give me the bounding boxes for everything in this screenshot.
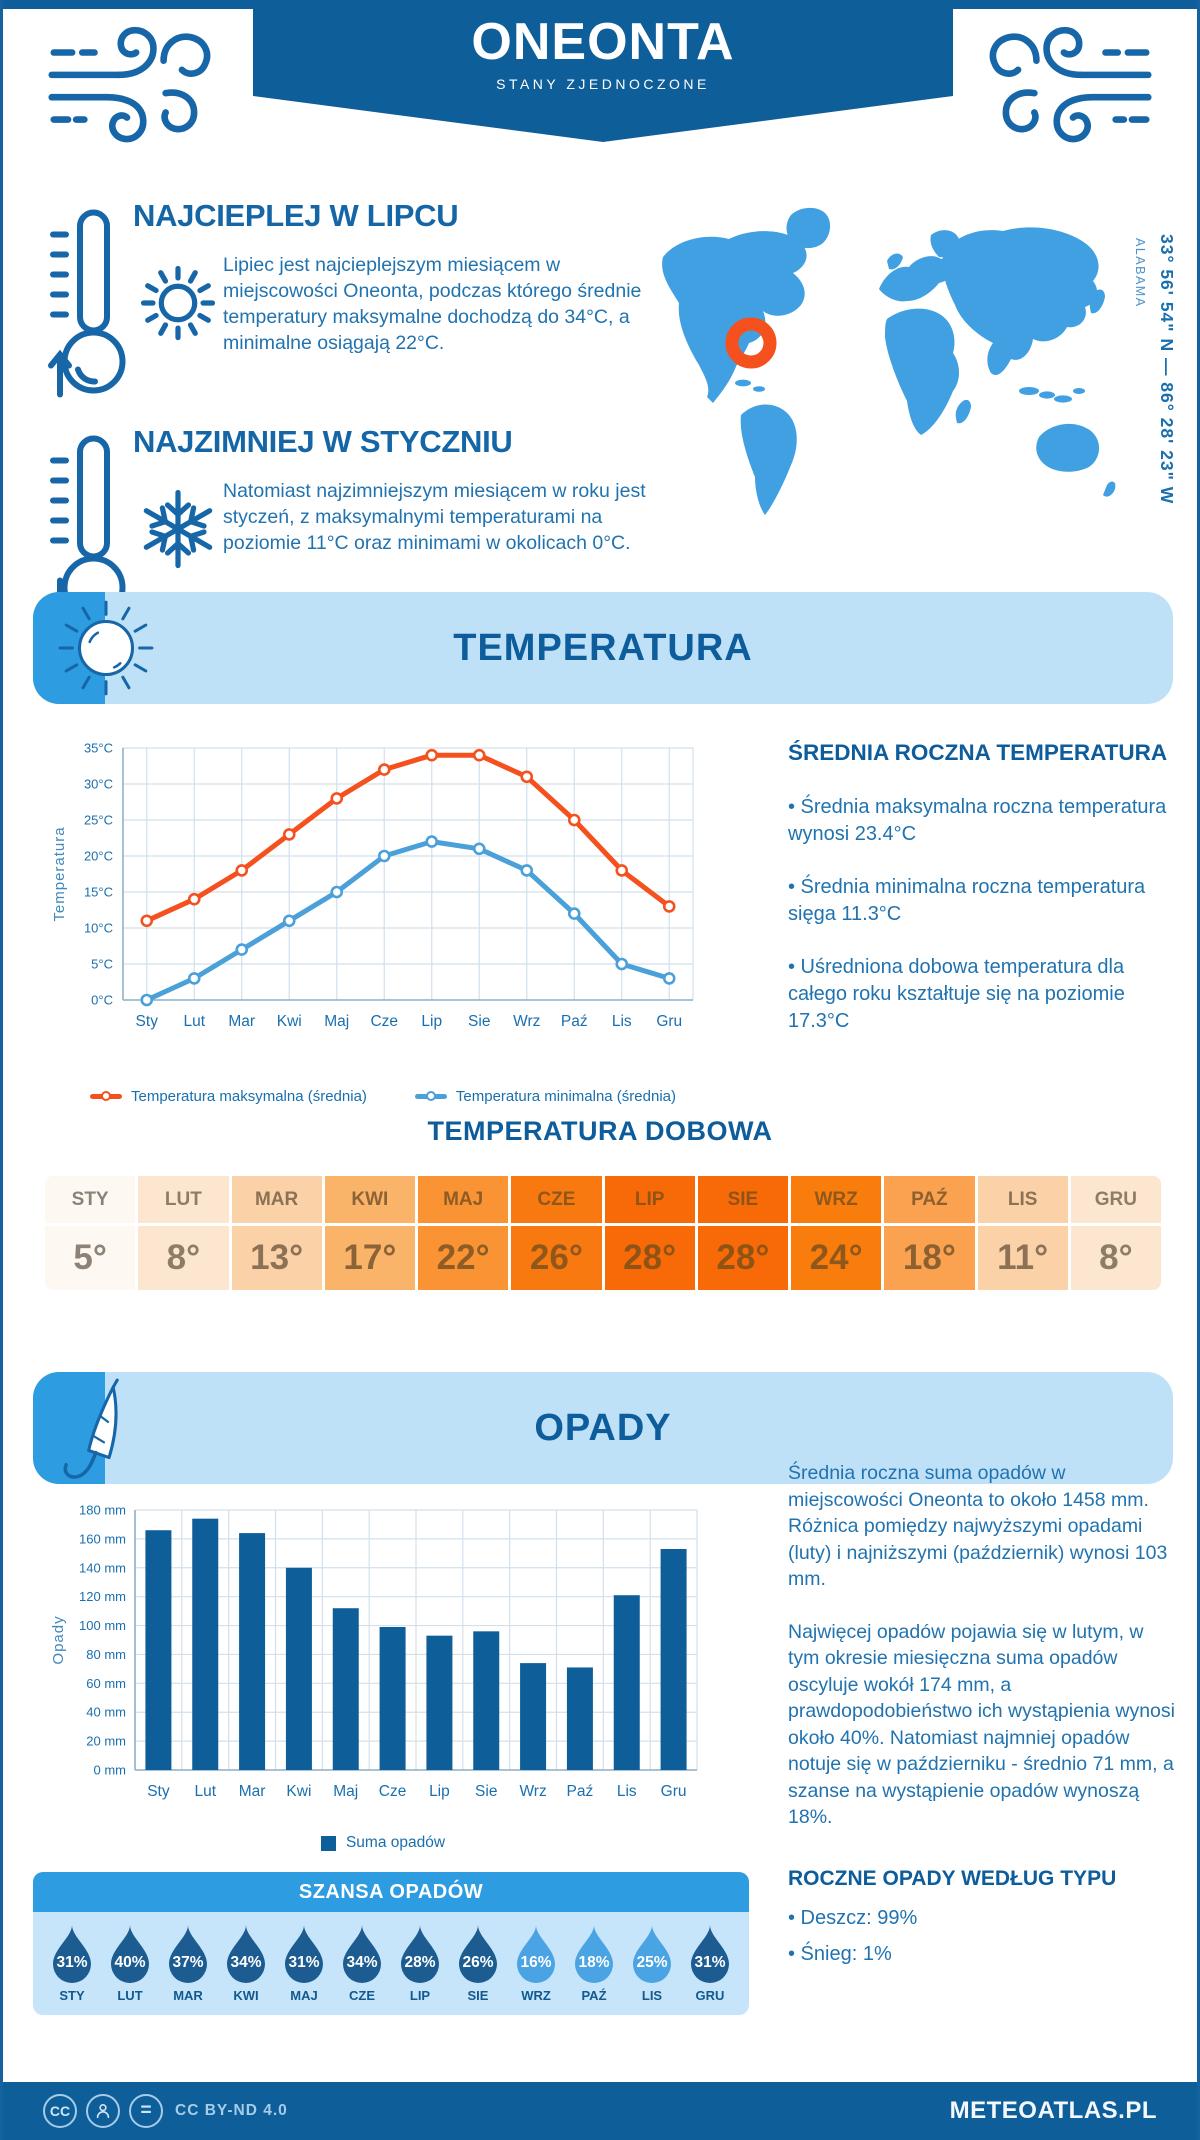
chance-value: 34% <box>346 1954 378 1971</box>
daily-temp-value: 28° <box>698 1226 788 1290</box>
annual-heading: ŚREDNIA ROCZNA TEMPERATURA <box>788 740 1168 765</box>
svg-text:Lis: Lis <box>611 1013 632 1030</box>
svg-text:Gru: Gru <box>656 1013 683 1030</box>
svg-text:Lip: Lip <box>421 1013 443 1030</box>
svg-text:Lip: Lip <box>429 1783 450 1800</box>
chance-value: 37% <box>172 1954 204 1971</box>
chance-value: 26% <box>462 1954 494 1971</box>
daily-temp-value: 26° <box>511 1226 601 1290</box>
temperature-chart <box>49 732 709 1072</box>
bar-Wrz <box>520 1663 546 1770</box>
svg-text:25°C: 25°C <box>83 812 113 828</box>
precipitation-paragraph-1: Średnia roczna suma opadów w miejscowości Oneonta to około 1458 mm. Różnica pomiędzy najwyższymi opadami (luty) i najniższymi (październik) wynosi 103 mm. <box>788 1462 1168 1591</box>
data-point <box>617 959 627 969</box>
daily-temperature-table <box>45 1176 1161 1290</box>
page-subtitle: STANY ZJEDNOCZONE <box>496 76 710 92</box>
warmest-text: Lipiec jest najcieplejszym miesiącem w miejscowości Oneonta, podczas którego średnie temperatury maksymalne dochodzą do 34°C, a minimalne osiągają 22°C. <box>223 254 642 355</box>
annual-bullet-max: • Średnia maksymalna roczna temperatura wynosi 23.4°C <box>788 796 1167 845</box>
svg-text:Kwi: Kwi <box>286 1783 312 1800</box>
svg-text:Sty: Sty <box>135 1013 158 1030</box>
daily-temp-month: PAŹ <box>884 1176 974 1223</box>
precipitation-chance-heading: SZANSA OPADÓW <box>33 1872 749 1912</box>
annual-temperature-summary <box>788 740 1170 1061</box>
data-point <box>379 851 389 861</box>
precipitation-paragraph-2: Najwięcej opadów pojawia się w lutym, w tym okresie miesięczna suma opadów oscyluje wokół 174 mm, a prawdopodobieństwo ich wystąpienia wynosi około 40%. Natomiast najmniej opadów notuje się w październiku - średnio 71 mm, a szanse na wystąpienie opadów wynoszą 18%. <box>788 1620 1175 1829</box>
svg-text:Paź: Paź <box>566 1783 594 1800</box>
svg-text:5°C: 5°C <box>91 956 113 972</box>
svg-text:100 mm: 100 mm <box>79 1618 126 1634</box>
svg-text:0°C: 0°C <box>91 992 113 1008</box>
daily-temp-value: 8° <box>138 1226 228 1290</box>
chance-month: KWI <box>233 1988 259 2003</box>
svg-text:0 mm: 0 mm <box>93 1762 126 1778</box>
svg-text:Wrz: Wrz <box>519 1783 547 1800</box>
cc-icon: CC <box>43 2094 77 2128</box>
temperature-banner <box>33 592 1173 704</box>
svg-text:Temperatura: Temperatura <box>51 826 68 922</box>
chance-month: CZE <box>349 1988 375 2003</box>
svg-text:Mar: Mar <box>228 1013 256 1030</box>
chance-drop-MAR <box>161 1923 215 2003</box>
bar-Cze <box>380 1627 406 1770</box>
legend-item-min <box>415 1088 676 1105</box>
coldest-text: Natomiast najzimniejszym miesiącem w roku jest styczeń, z maksymalnymi temperaturami na poziomie 11°C oraz minimami w okolicach 0°C. <box>223 480 646 555</box>
svg-text:20 mm: 20 mm <box>86 1733 126 1749</box>
svg-text:Sie: Sie <box>475 1783 498 1800</box>
chance-drop-LUT <box>103 1923 157 2003</box>
warmest-section <box>45 198 642 413</box>
header-banner <box>253 0 953 96</box>
data-point <box>664 901 674 911</box>
bar-Mar <box>239 1533 265 1770</box>
data-point <box>332 793 342 803</box>
chance-drop-SIE <box>451 1923 505 2003</box>
svg-text:15°C: 15°C <box>83 884 113 900</box>
chance-value: 40% <box>114 1954 146 1971</box>
chance-drop-WRZ <box>509 1923 563 2003</box>
svg-text:35°C: 35°C <box>83 740 113 756</box>
svg-text:160 mm: 160 mm <box>79 1531 126 1547</box>
svg-text:30°C: 30°C <box>83 776 113 792</box>
daily-temp-month: LIP <box>605 1176 695 1223</box>
warmest-heading: NAJCIEPLEJ W LIPCU <box>133 198 459 233</box>
daily-temperature-heading: TEMPERATURA DOBOWA <box>427 1116 773 1146</box>
legend-item-max <box>90 1088 367 1105</box>
data-point <box>284 916 294 926</box>
data-point <box>142 916 152 926</box>
svg-text:Sie: Sie <box>468 1013 491 1030</box>
daily-temp-value: 11° <box>978 1226 1068 1290</box>
bar-Sty <box>145 1530 171 1770</box>
svg-text:Cze: Cze <box>378 1783 407 1800</box>
legend-min-label: Temperatura minimalna (średnia) <box>455 1088 676 1105</box>
svg-text:120 mm: 120 mm <box>79 1589 126 1605</box>
person-icon <box>86 2094 120 2128</box>
chance-month: STY <box>59 1988 85 2003</box>
data-point <box>617 865 627 875</box>
precip-type-heading: ROCZNE OPADY WEDŁUG TYPU <box>788 1866 1117 1890</box>
data-point <box>189 894 199 904</box>
map-region-label: ALABAMA <box>1133 238 1147 308</box>
data-point <box>569 909 579 919</box>
daily-temp-month: LIS <box>978 1176 1068 1223</box>
equals-icon: = <box>129 2094 163 2128</box>
bar-legend-label: Suma opadów <box>345 1834 446 1851</box>
chance-value: 16% <box>520 1954 552 1971</box>
chance-value: 31% <box>288 1954 320 1971</box>
annual-bullet-min: • Średnia minimalna roczna temperatura sięga 11.3°C <box>788 876 1146 925</box>
wind-icon-right <box>989 22 1157 144</box>
svg-text:Mar: Mar <box>238 1783 266 1800</box>
sun-icon <box>131 256 225 350</box>
daily-temp-month: MAR <box>232 1176 322 1223</box>
svg-text:10°C: 10°C <box>83 920 113 936</box>
daily-temp-value: 28° <box>605 1226 695 1290</box>
chance-value: 31% <box>694 1954 726 1971</box>
svg-text:180 mm: 180 mm <box>79 1502 126 1518</box>
chance-value: 28% <box>404 1954 436 1971</box>
temperature-chart-legend <box>73 1088 693 1105</box>
svg-text:Kwi: Kwi <box>276 1013 302 1030</box>
data-point <box>664 973 674 983</box>
data-point <box>474 750 484 760</box>
chance-drop-KWI <box>219 1923 273 2003</box>
daily-temp-value: 13° <box>232 1226 322 1290</box>
data-point <box>427 837 437 847</box>
thermometer-up-icon <box>47 204 139 404</box>
daily-temp-month: MAJ <box>418 1176 508 1223</box>
svg-text:Opady: Opady <box>50 1615 67 1665</box>
max-line-marker <box>90 1094 122 1099</box>
daily-temp-month: WRZ <box>791 1176 881 1223</box>
daily-temp-month: GRU <box>1071 1176 1161 1223</box>
legend-max-label: Temperatura maksymalna (średnia) <box>130 1088 367 1105</box>
svg-text:80 mm: 80 mm <box>86 1646 126 1662</box>
page-title: ONEONTA <box>471 13 735 71</box>
svg-text:Lut: Lut <box>183 1013 206 1030</box>
svg-text:Sty: Sty <box>147 1783 170 1800</box>
svg-text:Paź: Paź <box>560 1013 588 1030</box>
daily-temp-value: 18° <box>884 1226 974 1290</box>
chance-drop-LIS <box>625 1923 679 2003</box>
svg-text:Lut: Lut <box>194 1783 217 1800</box>
precipitation-chance-drops <box>33 1912 749 2015</box>
chance-drop-CZE <box>335 1923 389 2003</box>
bar-Lip <box>426 1636 452 1770</box>
precipitation-title: OPADY <box>534 1407 672 1449</box>
site-name: METEOATLAS.PL <box>949 2097 1157 2124</box>
footer <box>3 2082 1197 2140</box>
precipitation-summary <box>788 1460 1178 1977</box>
data-point <box>379 765 389 775</box>
chance-month: PAŹ <box>581 1988 607 2003</box>
daily-temp-value: 24° <box>791 1226 881 1290</box>
svg-text:Lis: Lis <box>616 1783 637 1800</box>
chance-month: MAR <box>173 1988 203 2003</box>
svg-text:Maj: Maj <box>333 1783 359 1800</box>
daily-temp-month: LUT <box>138 1176 228 1223</box>
daily-temp-month: STY <box>45 1176 135 1223</box>
chance-month: GRU <box>695 1988 725 2003</box>
bar-legend-swatch <box>321 1836 336 1851</box>
chance-month: LUT <box>117 1988 143 2003</box>
daily-temp-value: 5° <box>45 1226 135 1290</box>
chance-drop-PAŹ <box>567 1923 621 2003</box>
min-line-marker <box>415 1094 447 1099</box>
svg-text:Wrz: Wrz <box>513 1013 541 1030</box>
data-point <box>284 829 294 839</box>
location-marker <box>732 324 770 362</box>
world-map <box>641 192 1119 526</box>
daily-temp-month: SIE <box>698 1176 788 1223</box>
svg-text:Gru: Gru <box>660 1783 687 1800</box>
wind-icon-left <box>43 22 211 144</box>
svg-text:60 mm: 60 mm <box>86 1675 126 1691</box>
chance-value: 18% <box>578 1954 610 1971</box>
precip-type-snow: • Śnieg: 1% <box>788 1942 892 1965</box>
svg-text:20°C: 20°C <box>83 848 113 864</box>
data-point <box>522 865 532 875</box>
map-coordinates: 33° 56' 54" N — 86° 28' 23" W <box>1157 234 1177 505</box>
precip-type-rain: • Deszcz: 99% <box>788 1906 918 1929</box>
license-text: CC BY-ND 4.0 <box>175 2102 288 2119</box>
precipitation-chance-panel <box>33 1872 749 2015</box>
coldest-heading: NAJZIMNIEJ W STYCZNIU <box>133 424 513 459</box>
data-point <box>522 772 532 782</box>
data-point <box>474 844 484 854</box>
data-point <box>237 865 247 875</box>
chance-value: 25% <box>636 1954 668 1971</box>
chance-drop-STY <box>45 1923 99 2003</box>
daily-temp-month: KWI <box>325 1176 415 1223</box>
bar-Gru <box>661 1549 687 1770</box>
data-point <box>237 945 247 955</box>
bar-Lis <box>614 1595 640 1770</box>
license-icons <box>43 2094 163 2128</box>
precipitation-chart <box>49 1486 709 1826</box>
svg-text:140 mm: 140 mm <box>79 1560 126 1576</box>
data-point <box>189 973 199 983</box>
chance-month: MAJ <box>290 1988 318 2003</box>
line-series-max <box>147 755 670 921</box>
chance-drop-GRU <box>683 1923 737 2003</box>
daily-temp-month: CZE <box>511 1176 601 1223</box>
daily-temp-value: 22° <box>418 1226 508 1290</box>
daily-temp-value: 17° <box>325 1226 415 1290</box>
daily-temp-value: 8° <box>1071 1226 1161 1290</box>
bar-Maj <box>333 1608 359 1770</box>
bar-Paź <box>567 1667 593 1770</box>
precipitation-chart-legend <box>73 1834 693 1852</box>
temperature-title: TEMPERATURA <box>453 627 753 669</box>
chance-value: 34% <box>230 1954 262 1971</box>
snowflake-icon <box>131 482 225 576</box>
svg-text:Cze: Cze <box>370 1013 399 1030</box>
line-series-min <box>147 842 670 1000</box>
bar-Kwi <box>286 1568 312 1770</box>
chance-drop-LIP <box>393 1923 447 2003</box>
svg-text:40 mm: 40 mm <box>86 1704 126 1720</box>
bar-Sie <box>473 1631 499 1770</box>
annual-bullet-daily: • Uśredniona dobowa temperatura dla całego roku kształtuje się na poziomie 17.3°C <box>788 956 1125 1032</box>
data-point <box>332 887 342 897</box>
chance-drop-MAJ <box>277 1923 331 2003</box>
chance-month: LIP <box>409 1988 431 2003</box>
chance-month: LIS <box>641 1988 663 2003</box>
bar-Lut <box>192 1519 218 1770</box>
data-point <box>427 750 437 760</box>
svg-text:Maj: Maj <box>324 1013 350 1030</box>
chance-month: WRZ <box>521 1988 551 2003</box>
chance-month: SIE <box>467 1988 489 2003</box>
data-point <box>569 815 579 825</box>
chance-value: 31% <box>56 1954 88 1971</box>
data-point <box>142 995 152 1005</box>
